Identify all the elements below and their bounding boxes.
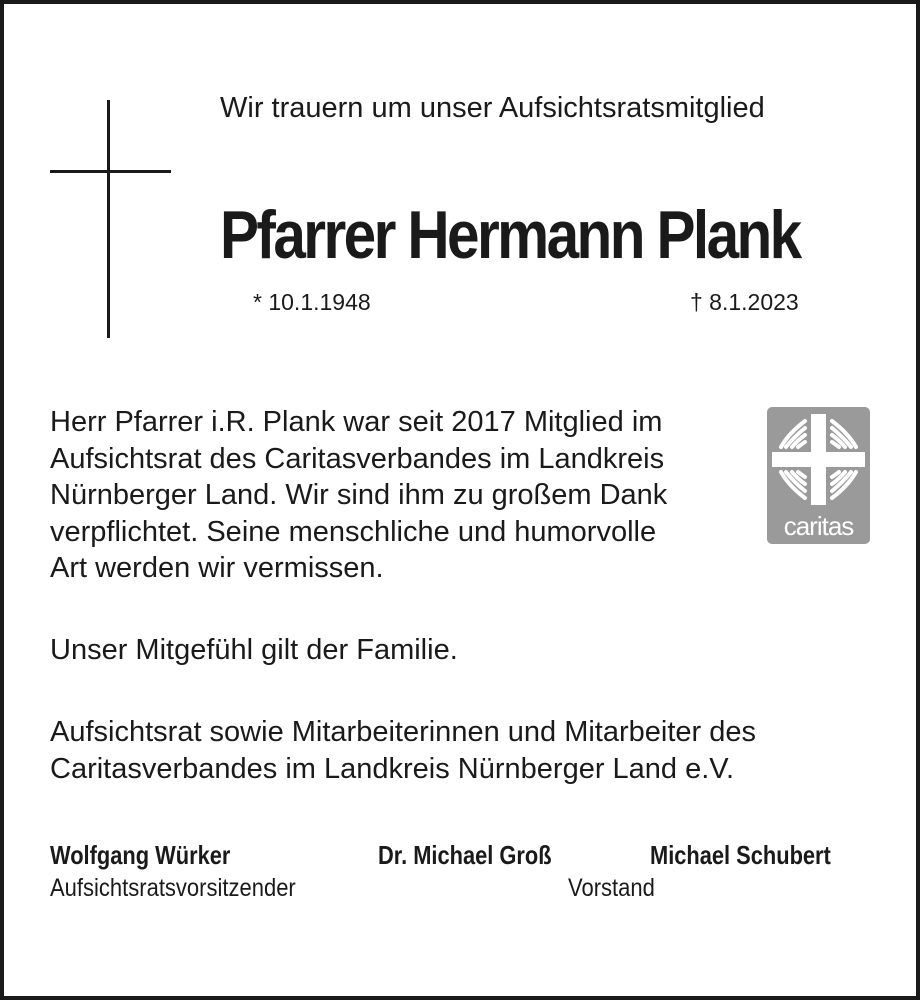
birth-date: * 10.1.1948 — [253, 289, 371, 315]
caritas-logo — [767, 407, 870, 544]
logo-text: caritas — [783, 511, 854, 541]
sender-line: Aufsichtsrat sowie Mitarbeiterinnen und Mitarbeiter des — [50, 716, 756, 748]
signature-name-gross: Dr. Michael Groß — [378, 840, 552, 870]
intro-text: Wir trauern um unser Aufsichtsratsmitglied — [220, 92, 765, 124]
death-date: † 8.1.2023 — [690, 289, 799, 315]
sender-line: Caritasverbandes im Landkreis Nürnberger Land e.V. — [50, 752, 735, 785]
cross-horizontal-bar — [50, 170, 171, 173]
sender-paragraph — [50, 714, 756, 787]
cross-vertical-bar — [107, 100, 110, 338]
tribute-paragraph — [50, 404, 667, 587]
tribute-line: Nürnberger Land. Wir sind ihm zu großem Dank — [50, 479, 668, 511]
role-board: Vorstand — [568, 874, 655, 902]
signature-name-schubert: Michael Schubert — [650, 840, 831, 870]
signature-name-wuerker: Wolfgang Würker — [50, 840, 231, 870]
tribute-line: Herr Pfarrer i.R. Plank war seit 2017 Mitglied im — [50, 406, 663, 438]
tribute-line: verpflichtet. Seine menschliche und humorvolle — [50, 515, 657, 548]
tribute-line: Aufsichtsrat des Caritasverbandes im Landkreis — [50, 442, 665, 475]
caritas-flame-cross-icon — [767, 407, 870, 511]
deceased-name: Pfarrer Hermann Plank — [220, 197, 800, 273]
condolence-text: Unser Mitgefühl gilt der Familie. — [50, 634, 458, 666]
role-chairman: Aufsichtsratsvorsitzender — [50, 874, 296, 902]
tribute-line: Art werden wir vermissen. — [50, 552, 384, 584]
